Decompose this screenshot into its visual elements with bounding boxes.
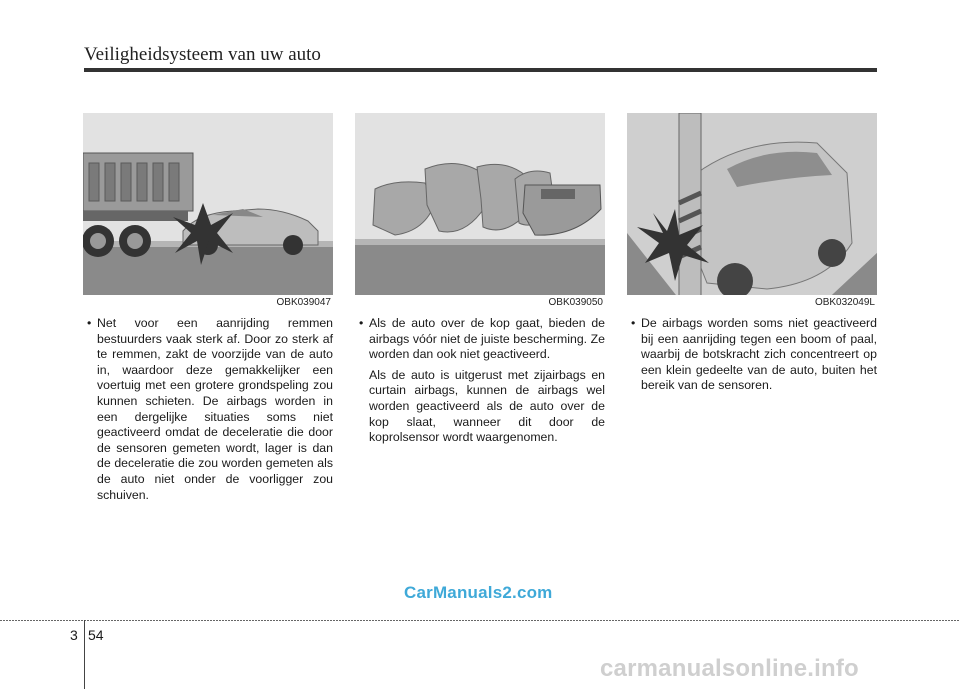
page-number: 54 [88,627,104,643]
figure-code: OBK039047 [276,297,331,308]
bullet-paragraph: • De airbags worden soms niet geactiveerd bij een aanrijding tegen een boom of paal, waarbij de botskracht zich concentreert op een klein gedeelte van de auto, buiten het bereik van de sensoren. [631,316,877,393]
figure-pole-impact [627,113,877,309]
bullet-paragraph: • Als de auto over de kop gaat, bieden de airbags vóór niet de juiste bescherming. Ze worden dan ook niet geactiveerd. [359,316,605,362]
underride-illustration [83,113,333,309]
page-number-divider [84,620,85,689]
chapter-number: 3 [70,627,78,643]
bullet-icon: • [359,316,364,330]
figure-code-strip [627,295,877,309]
bullet-icon: • [631,316,636,330]
bullet-paragraph: • Net voor een aanrijding remmen bestuurders vaak sterk af. Door zo sterk af te remmen, zakt de voorzijde van de auto in, waardoor deze gemakkelijker een voertuig met een grotere grondspeling zou kunnen schieten. De airbags worden in een dergelijke situaties soms niet geactiveerd omdat de deceleratie die door de sensoren gemeten wordt, lager is dan de deceleratie die zou worden gemeten als de auto niet onder de voorligger zou schuiven. [87,316,333,502]
figure-underride [83,113,333,309]
figure-code: OBK039050 [548,297,603,308]
figure-code-strip [83,295,333,309]
header-rule [84,68,877,72]
watermark-carmanuals2: CarManuals2.com [404,583,553,602]
figure-rollover [355,113,605,309]
watermark-carmanualsonline: carmanualsonline.info [600,655,859,682]
text-column-1 [83,316,333,508]
pole-impact-illustration [627,113,877,309]
bullet-icon: • [87,316,92,330]
figure-code: OBK032049L [814,297,875,308]
continuation-paragraph: Als de auto is uitgerust met zijairbags en curtain airbags, kunnen de airbags wel worden geactiveerd als de auto over de kop slaat, wanneer dit door de koprolsensor wordt waargenomen. [369,367,605,445]
text-column-2 [355,316,605,451]
figure-code-strip [355,295,605,309]
footer-rule [0,620,960,621]
page-header-title: Veiligheidsysteem van uw auto [84,44,321,65]
text-column-3 [627,316,877,399]
rollover-illustration [355,113,605,309]
